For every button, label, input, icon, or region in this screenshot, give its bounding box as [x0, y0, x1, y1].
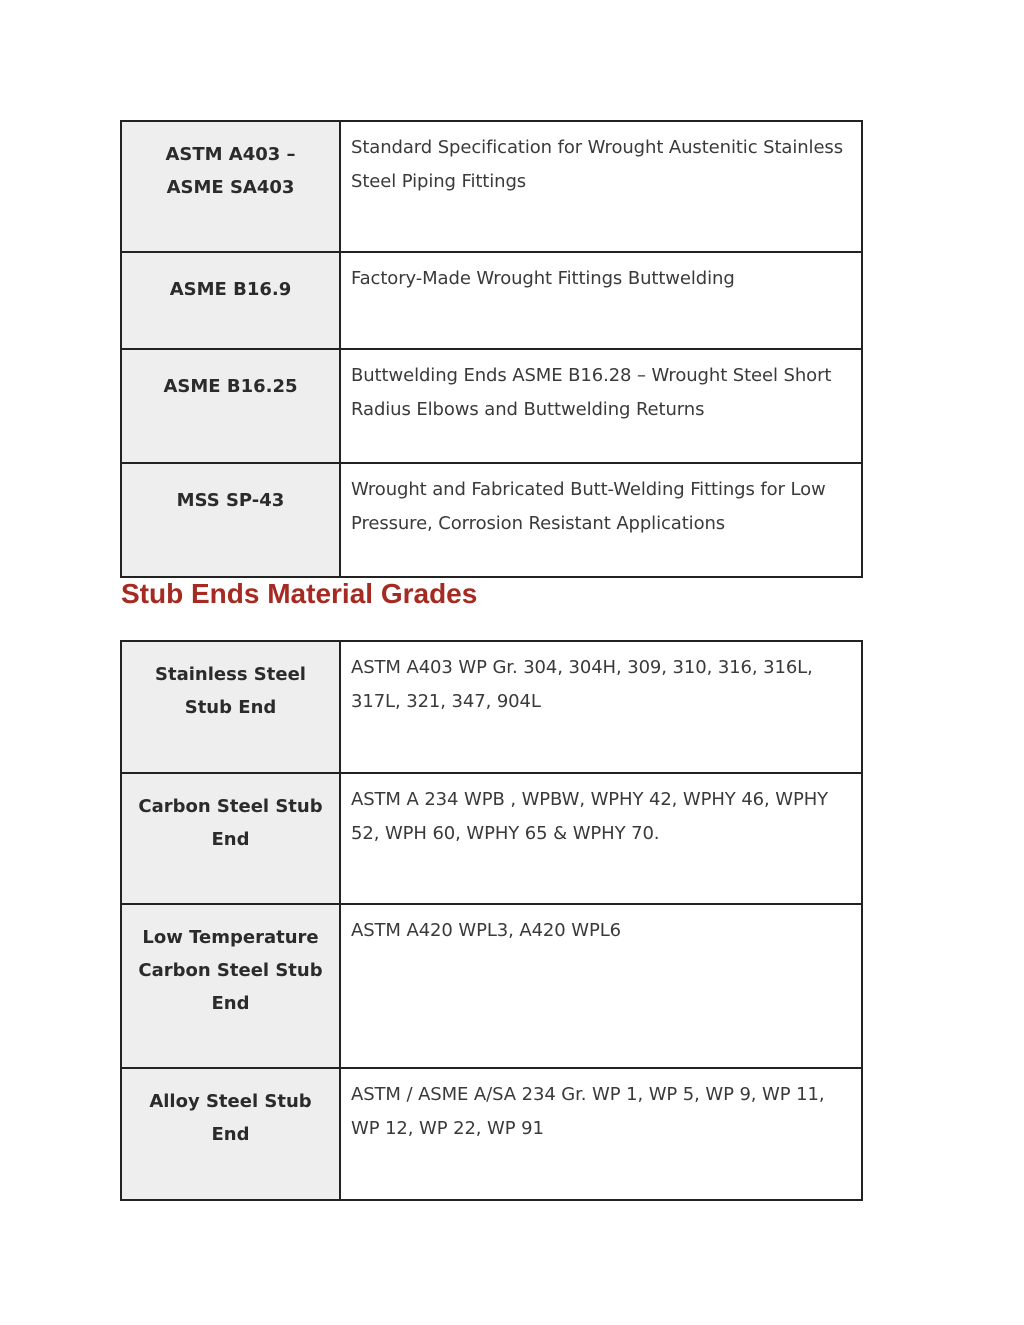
- table-row: [121, 349, 862, 463]
- table-row: [121, 463, 862, 577]
- table-row: [121, 773, 862, 904]
- row-label: Carbon Steel Stub End: [121, 773, 340, 904]
- row-value: ASTM A 234 WPB , WPBW, WPHY 42, WPHY 46, WPHY 52, WPH 60, WPHY 65 & WPHY 70.: [340, 773, 862, 904]
- row-value: Wrought and Fabricated Butt-Welding Fittings for Low Pressure, Corrosion Resistant Applications: [340, 463, 862, 577]
- row-value: ASTM A403 WP Gr. 304, 304H, 309, 310, 316, 316L, 317L, 321, 347, 904L: [340, 641, 862, 773]
- row-value: ASTM / ASME A/SA 234 Gr. WP 1, WP 5, WP 9, WP 11, WP 12, WP 22, WP 91: [340, 1068, 862, 1200]
- row-value: ASTM A420 WPL3, A420 WPL6: [340, 904, 862, 1068]
- table-row: [121, 1068, 862, 1200]
- grades-table: [120, 640, 863, 1201]
- table-row: [121, 121, 862, 252]
- table-row: [121, 904, 862, 1068]
- row-value: Buttwelding Ends ASME B16.28 – Wrought Steel Short Radius Elbows and Buttwelding Returns: [340, 349, 862, 463]
- row-label: ASME B16.9: [121, 252, 340, 349]
- row-label: ASTM A403 – ASME SA403: [121, 121, 340, 252]
- row-label: Alloy Steel Stub End: [121, 1068, 340, 1200]
- section-heading: Stub Ends Material Grades: [121, 578, 478, 609]
- row-label: Low Temperature Carbon Steel Stub End: [121, 904, 340, 1068]
- row-value: Factory-Made Wrought Fittings Buttwelding: [340, 252, 862, 349]
- row-label: Stainless Steel Stub End: [121, 641, 340, 773]
- row-value: Standard Specification for Wrought Austenitic Stainless Steel Piping Fittings: [340, 121, 862, 252]
- table-row: [121, 641, 862, 773]
- row-label: ASME B16.25: [121, 349, 340, 463]
- table-row: [121, 252, 862, 349]
- standards-table: [120, 120, 863, 578]
- row-label: MSS SP-43: [121, 463, 340, 577]
